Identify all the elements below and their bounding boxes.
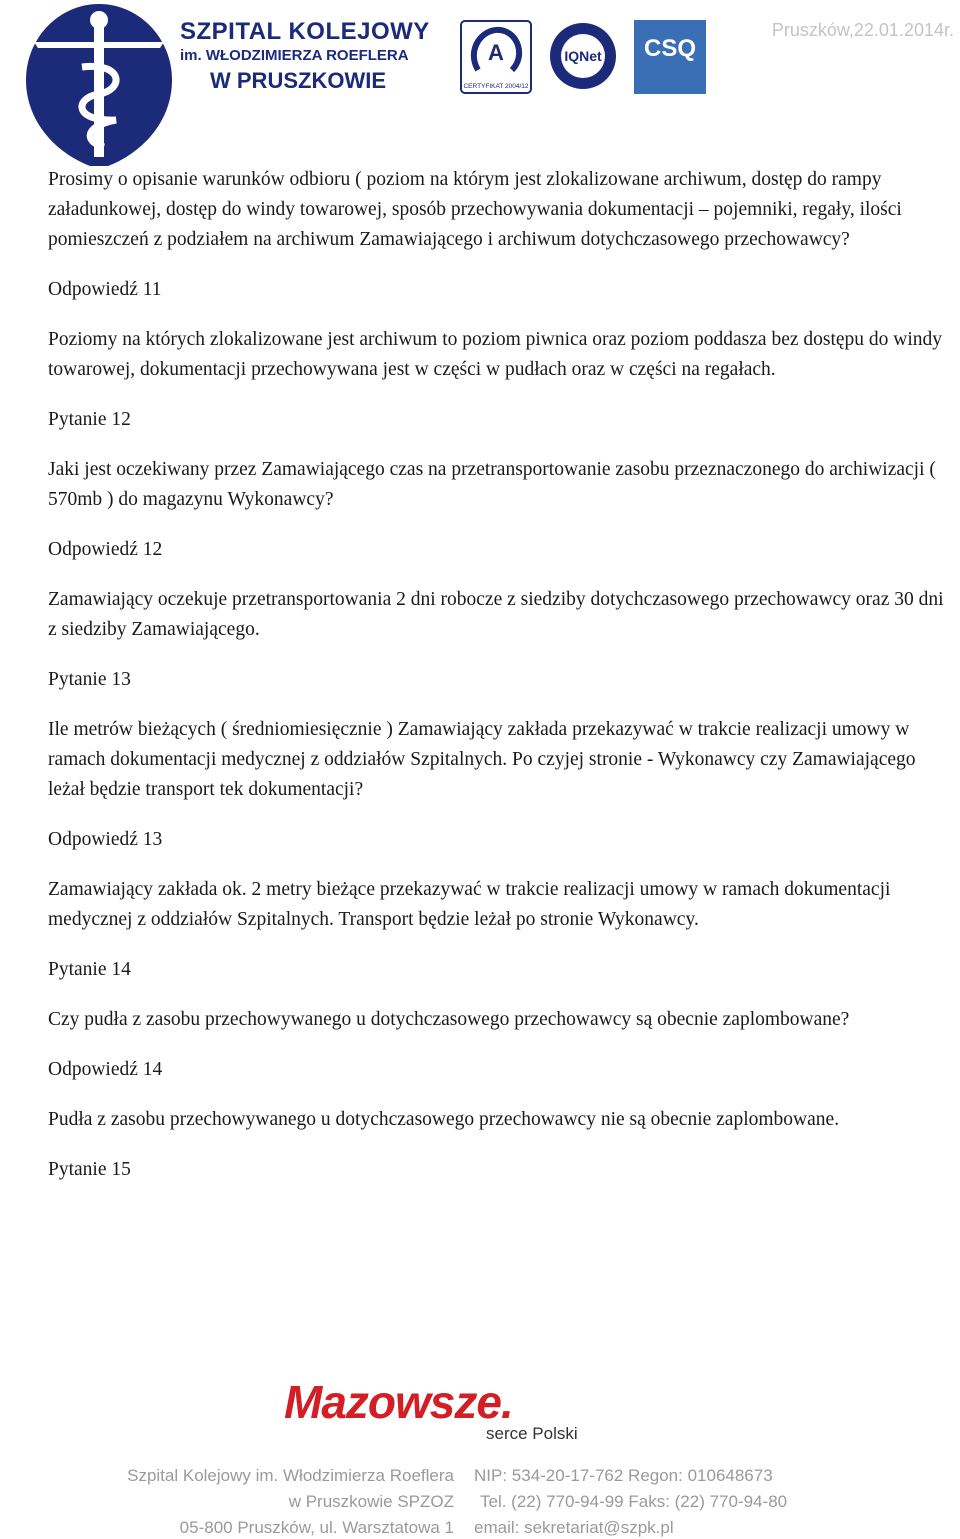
brand-line-2: im. WŁODZIMIERZA ROEFLERA (180, 47, 409, 64)
paragraph: Zamawiający zakłada ok. 2 metry bieżące przekazywać w trakcie realizacji umowy w ramach dokumentacji medycznej z oddziałów Szpitalnych. Transport będzie leżał po stronie Wykonawcy. (48, 879, 891, 930)
footer-address-line: 05-800 Pruszków, ul. Warsztatowa 1 (179, 1518, 454, 1537)
paragraph: Poziomy na których zlokalizowane jest archiwum to poziom piwnica oraz poziom poddasza bez dostępu do windy towarowej, dokumentacji przechowywana jest w części w pudłach oraz w części na regałach. (48, 329, 943, 380)
answer-heading: Odpowiedź 11 (48, 279, 162, 300)
footer-contact-line: Tel. (22) 770-94-99 Faks: (22) 770-94-80 (480, 1492, 788, 1511)
certificate-badge-icon (460, 20, 532, 94)
question-heading: Pytanie 15 (48, 1159, 131, 1180)
letterhead (0, 0, 960, 170)
svg-text:Mazowsze.: Mazowsze. (284, 1376, 513, 1426)
mazowsze-wordmark-icon (280, 1376, 600, 1426)
iqnet-certified-icon (548, 20, 618, 92)
document-date: Pruszków,22.01.2014r. (771, 20, 954, 40)
csq-certification-icon (634, 20, 706, 94)
answer-heading: Odpowiedź 12 (48, 539, 163, 560)
footer-address-line: Szpital Kolejowy im. Włodzimierza Roeflera (127, 1466, 454, 1485)
paragraph: Jaki jest oczekiwany przez Zamawiającego czas na przetransportowanie zasobu przeznaczonego do archiwizacji ( 570mb ) do magazynu Wykonawcy? (48, 459, 936, 510)
svg-text:IQNet: IQNet (564, 48, 602, 64)
paragraph: Zamawiający oczekuje przetransportowania 2 dni robocze z siedziby dotychczasowego przechowawcy oraz 30 dni z siedziby Zamawiającego. (48, 589, 944, 640)
question-heading: Pytanie 13 (48, 669, 131, 690)
answer-heading: Odpowiedź 13 (48, 829, 163, 850)
paragraph: Ile metrów bieżących ( średniomiesięcznie ) Zamawiający zakłada przekazywać w trakcie realizacji umowy w ramach dokumentacji medycznej z oddziałów Szpitalnych. Po czyjej stronie - Wykonawcy czy Zamawiającego leżał będzie transport tek dokumentacji? (48, 719, 916, 800)
svg-text:A: A (488, 40, 504, 65)
brand-line-3: W PRUSZKOWIE (210, 68, 386, 93)
document-body (48, 165, 948, 1205)
answer-heading: Odpowiedź 14 (48, 1059, 163, 1080)
paragraph: Pudła z zasobu przechowywanego u dotychczasowego przechowawcy nie są obecnie zaplombowane. (48, 1109, 840, 1130)
footer-email[interactable]: email: sekretariat@szpk.pl (474, 1518, 674, 1537)
footer-contact-line: NIP: 534-20-17-762 Regon: 010648673 (474, 1466, 773, 1485)
hospital-brand-name (180, 18, 430, 96)
footer-address-line: w Pruszkowie SPZOZ (288, 1492, 454, 1511)
question-heading: Pytanie 12 (48, 409, 131, 430)
svg-text:CERTYFIKAT 2004/12: CERTYFIKAT 2004/12 (463, 83, 529, 90)
logo-tagline: serce Polski (486, 1424, 578, 1443)
svg-text:CSQ: CSQ (643, 35, 697, 62)
question-heading: Pytanie 14 (48, 959, 131, 980)
brand-line-1: SZPITAL KOLEJOWY (180, 18, 430, 45)
paragraph: Czy pudła z zasobu przechowywanego u dotychczasowego przechowawcy są obecnie zaplombowane? (48, 1009, 850, 1030)
mazowsze-logo (280, 1376, 600, 1456)
hospital-emblem-logo (24, 2, 174, 168)
paragraph: Prosimy o opisanie warunków odbioru ( poziom na którym jest zlokalizowane archiwum, dostęp do rampy załadunkowej, dostęp do windy towarowej, sposób przechowywania dokumentacji – pojemniki, regały, ilości pomieszczeń z podziałem na archiwum Zamawiającego i archiwum dotychczasowego przechowawcy? (48, 169, 902, 250)
